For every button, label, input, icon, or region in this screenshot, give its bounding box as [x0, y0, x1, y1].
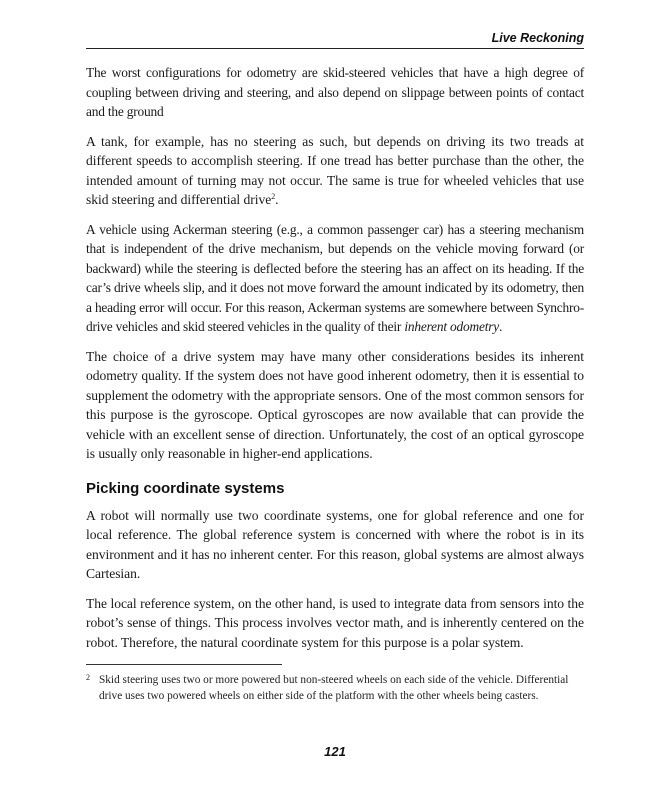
- page-number: 121: [324, 744, 346, 759]
- footnote-rule: [86, 664, 282, 665]
- paragraph-tank-example: [86, 132, 584, 210]
- paragraph-ackerman-end: .: [498, 319, 503, 334]
- footnote: [86, 672, 578, 704]
- inherent-odometry-term: inherent odometry: [404, 319, 499, 334]
- header-rule: [86, 48, 584, 49]
- section-heading: Picking coordinate systems: [86, 479, 285, 497]
- footnote-text: Skid steering uses two or more powered but non-steered wheels on each side of the vehicle. Differential drive uses two powered wheels on either side of the platform with the other wheels being casters.: [99, 674, 569, 702]
- paragraph-local-reference: The local reference system, on the other hand, is used to integrate data from sensors into the robot’s sense of things. This process involves vector math, and is inherently centered on the robot. Therefore, the natural coordinate system for this purpose is a polar system.: [86, 595, 584, 650]
- footnote-reference[interactable]: 2: [271, 192, 276, 201]
- paragraph-tank-end: .: [275, 192, 279, 207]
- paragraph-ackerman-text: A vehicle using Ackerman steering (e.g., a common passenger car) has a steering mechanism that is independent of the drive mechanism, but depends on the vehicle moving forward (or backward) while the steering is deflected before the steering has an affect on its heading. If the car’s drive wheels slip, and it does not move forward the amount indicated by its odometry, then a heading error will occur. For this reason, Ackerman systems are somewhere between Synchro-drive vehicles and skid steered vehicles in the quality of their: [86, 221, 584, 334]
- paragraph-skid-steered: The worst configurations for odometry are skid-steered vehicles that have a high degree of coupling between driving and steering, and also depend on slippage between points of contact and the ground: [86, 65, 584, 119]
- footnote-mark: 2: [86, 673, 90, 682]
- body-text: [86, 63, 584, 662]
- running-head-title: Live Reckoning: [491, 31, 584, 45]
- paragraph-tank-text: A tank, for example, has no steering as such, but depends on driving its two treads at different speeds to accomplish steering. If one tread has better purchase than the other, the intended amount of turning may not occur. The same is true for wheeled vehicles that use skid steering and differential drive: [86, 133, 584, 207]
- paragraph-drive-system-choice: The choice of a drive system may have many other considerations besides its inherent odometry quality. If the system does not have good inherent odometry, then it is essential to supplement the odometry with the appropriate sensors. One of the most common sensors for this purpose is the gyroscope. Optical gyroscopes are now available that can provide the vehicle with an excellent sense of direction. Unfortunately, the cost of an optical gyroscope is usually only reasonable in higher-end applications.: [86, 348, 584, 461]
- paragraph-coordinate-systems: A robot will normally use two coordinate systems, one for global reference and one for local reference. The global reference system is concerned with where the robot is in its environment and it has no inherent center. For this reason, global systems are almost always Cartesian.: [86, 507, 584, 581]
- paragraph-ackerman: [86, 220, 584, 337]
